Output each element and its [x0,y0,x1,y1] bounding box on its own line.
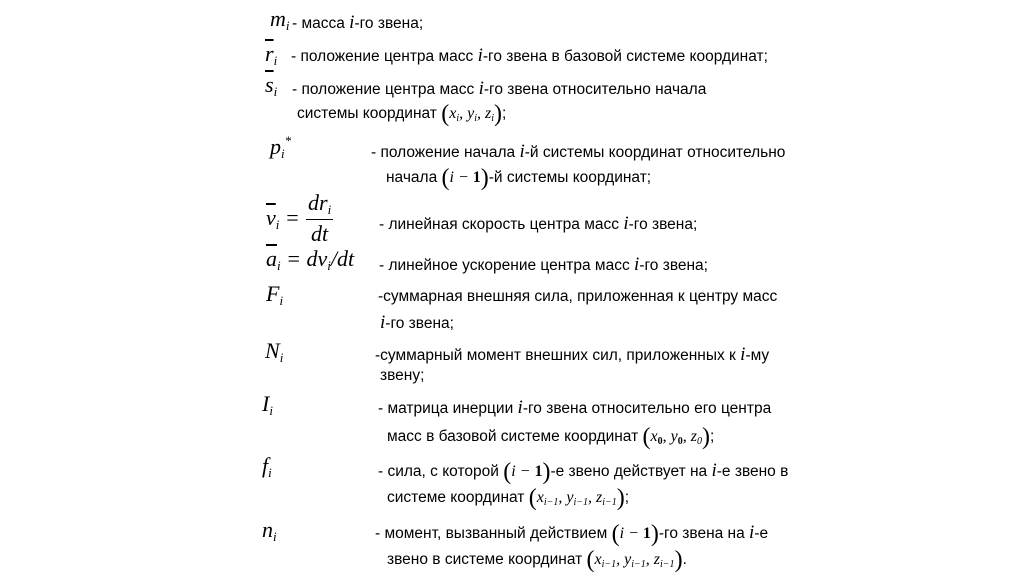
description-I-line1: - матрица инерции i-го звена относительно его центра [378,397,772,418]
symbol-F-i: $F_i$ [266,281,284,308]
description-I-line2: масс в базовой системе координат ($x_0$, $y_0$, $z_0$); [387,424,715,450]
description-f-line2: системе координат ($x_{i-1}$, $y_{i-1}$, $z_{i-1}$); [387,485,630,511]
description-v: - линейная скорость центра масс i-го звена; [379,213,698,234]
math-index-i: i [349,12,355,33]
description-p-line1: - положение начала i-й системы координат относительно [371,141,786,162]
coords-xyz-im1-b: ($x_{i-1}$, $y_{i-1}$, $z_{i-1}$) [586,547,683,573]
description-s-line2: системы координат ($x_i$, $y_i$, $z_i$); [297,101,507,127]
symbol-N-i: $N_i$ [265,338,284,365]
coords-xyz-im1: ($x_{i-1}$, $y_{i-1}$, $z_{i-1}$) [528,485,625,511]
description-n-line2: звено в системе координат ($x_{i-1}$, $y_{i-1}$, $z_{i-1}$). [387,547,687,573]
description-p-line2: начала (i − 1)-й системы координат; [386,165,652,191]
math-index-i: i [517,397,523,418]
symbol-I-i: $I_i$ [262,391,273,418]
symbol-a-i: $\overline{a}_i = dv_i/dt$ [266,246,355,273]
coords-xyz-0: ($x_0$, $y_0$, $z_0$) [642,424,710,450]
math-index-i: i [740,344,746,365]
description-N-line2: звену; [380,367,425,384]
symbol-m-i: $m_i$ [270,6,290,33]
description-a: - линейное ускорение центра масс i-го звена; [379,254,708,275]
math-index-i: i [634,254,640,275]
symbol-r-i: $\overline{r}_i$ [265,41,278,68]
description-f-line1: - сила, с которой (i − 1)-е звено действует на i-е звено в [378,459,789,485]
fraction-dr-dt: $dr_i$ dt [308,190,332,246]
description-r: - положение центра масс i-го звена в базовой системе координат; [291,45,768,66]
symbol-s-i: $\overline{s}_i$ [265,72,278,99]
math-index-i: i [380,312,386,333]
description-n-line1: - момент, вызванный действием (i − 1)-го звена на i-е [375,521,769,547]
math-index-i: i [711,460,717,481]
coords-xyz-i: ($x_i$, $y_i$, $z_i$) [441,101,503,127]
description-F-line1: -суммарная внешняя сила, приложенная к центру масс [378,288,778,305]
symbol-n-i: $n_i$ [262,517,277,544]
symbol-p-i-star: $p_i^*$ [270,133,292,161]
description-N-line1: -суммарный момент внешних сил, приложенных к i-му [375,344,770,365]
symbol-f-i: $f_i$ [262,453,272,480]
math-index-i: i [477,45,483,66]
symbol-v-i: $\overline{v}_i$ = [266,205,300,232]
math-index-i: i [623,213,629,234]
description-m: - масса i-го звена; [292,12,424,33]
math-index-i: i [478,78,484,99]
description-s-line1: - положение центра масс i-го звена относительно начала [292,78,707,99]
math-index-i: i [519,141,525,162]
math-index-i: i [749,522,755,543]
description-F-line2: i-го звена; [380,312,454,333]
